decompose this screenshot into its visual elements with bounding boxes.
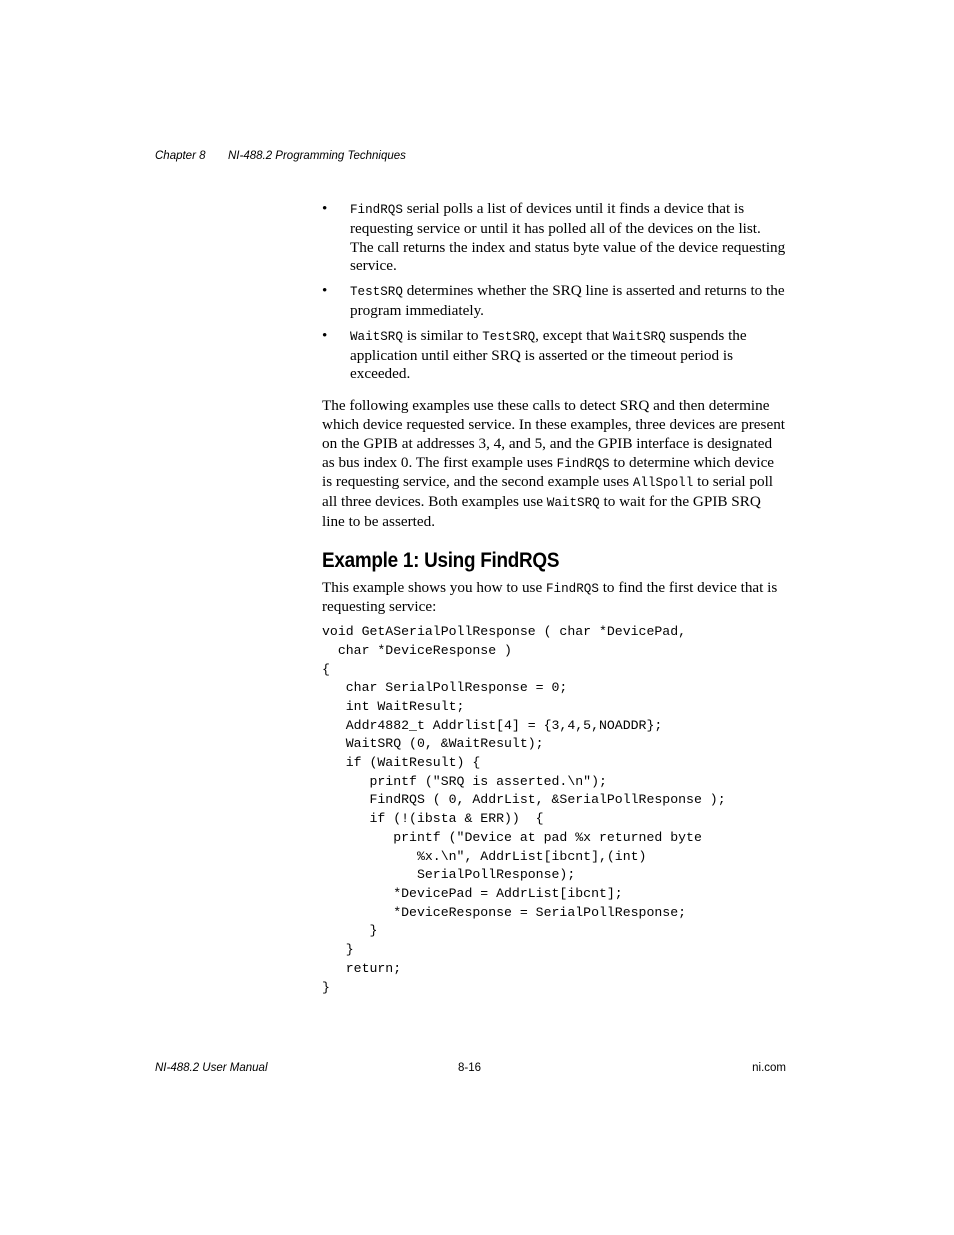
footer-manual-title: NI-488.2 User Manual <box>155 1062 268 1074</box>
footer-website: ni.com <box>752 1062 786 1074</box>
section-title: NI-488.2 Programming Techniques <box>228 150 406 162</box>
page-number: 8-16 <box>458 1062 482 1074</box>
intro-paragraph <box>322 397 787 532</box>
item-text: suspends the application until either SRQ is asserted or the timeout period is exceeded. <box>350 326 747 383</box>
main-content <box>322 200 787 997</box>
bullet-icon: • <box>322 326 328 344</box>
paragraph-text: This example shows you how to use <box>322 578 546 596</box>
item-text: serial polls a list of devices until it finds a device that is requesting service or until it has polled all of the devices on the list. The call returns the index and status byte value of the device requesting service. <box>350 200 786 275</box>
list-item <box>322 282 787 321</box>
bullet-icon: • <box>322 200 328 217</box>
item-text: , except that <box>535 326 613 344</box>
example-heading: Example 1: Using FindRQS <box>322 548 560 572</box>
function-name: FindRQS <box>556 456 610 471</box>
list-item <box>322 327 787 384</box>
function-name: FindRQS <box>546 581 599 596</box>
list-item <box>322 200 787 276</box>
function-name: TestSRQ <box>482 329 536 344</box>
item-text: determines whether the SRQ line is asserted and returns to the program immediately. <box>350 282 785 319</box>
function-name: WaitSRQ <box>612 329 666 344</box>
function-name: WaitSRQ <box>546 496 600 511</box>
paragraph-text: The following examples use these calls to detect SRQ and then determine which device requested service. In these examples, three devices are present on the GPIB at addresses 3, 4, and 5, and the GPIB interface is designated as bus index 0. The first example uses <box>322 397 786 471</box>
paragraph-text: to wait for the GPIB SRQ line to be asserted. <box>322 493 761 530</box>
code-listing: void GetASerialPollResponse ( char *DevicePad, char *DeviceResponse ) { char SerialPollResponse = 0; int WaitResult; Addr4882_t Addrlist[4] = {3,4,5,NOADDR}; WaitSRQ (0, &WaitResult); if (WaitResult) { printf ("SRQ is asserted.\n"); FindRQS ( 0, AddrList, &SerialPollResponse ); if (!(ibsta & ERR)) { printf ("Device at pad %x returned byte %x.\n", AddrList[ibcnt],(int) SerialPollResponse); *DevicePad = AddrList[ibcnt]; *DeviceResponse = SerialPollResponse; } } return; } <box>322 624 726 995</box>
bullet-icon: • <box>322 282 328 300</box>
item-text: is similar to <box>402 326 483 344</box>
paragraph-text: to determine which device is requesting service, and the second example uses <box>322 453 775 491</box>
function-name: TestSRQ <box>350 285 403 300</box>
paragraph-text: to serial poll all three devices. Both examples use <box>322 473 774 511</box>
paragraph-text: to find the first device that is requesting service: <box>322 578 778 616</box>
function-name: AllSpoll <box>632 476 694 491</box>
function-list <box>322 200 787 384</box>
running-header <box>155 150 406 162</box>
function-name: WaitSRQ <box>350 329 403 344</box>
function-name: FindRQS <box>350 203 403 217</box>
chapter-label: Chapter 8 <box>155 150 206 162</box>
example-description <box>322 579 787 618</box>
